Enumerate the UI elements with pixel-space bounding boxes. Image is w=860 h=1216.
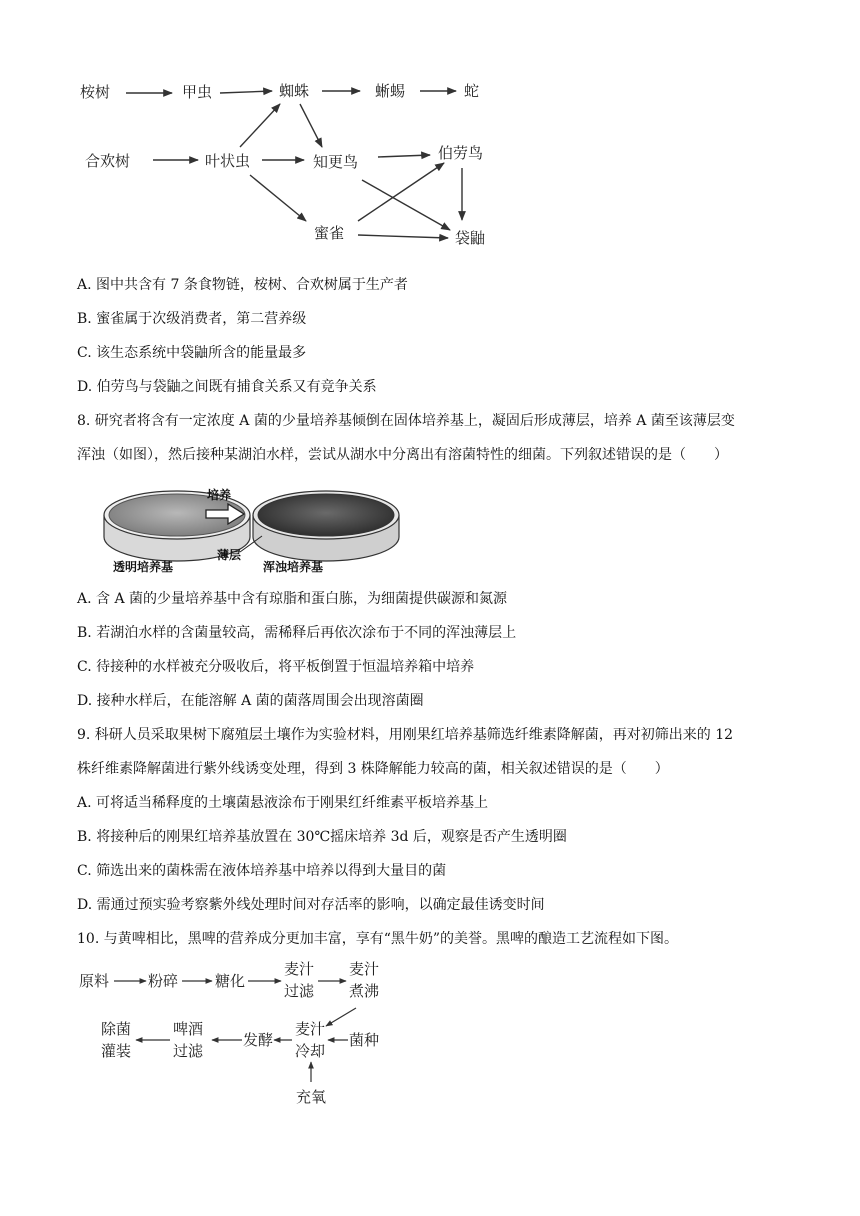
label-thin-layer: 薄层 — [217, 548, 242, 562]
q9-option-d: D. 需通过预实验考察紫外线处理时间对存活率的影响，以确定最佳诱变时间 — [77, 897, 545, 913]
q7-option-c: C. 该生态系统中袋鼬所含的能量最多 — [77, 345, 307, 361]
node-daiyou: 袋鼬 — [455, 229, 486, 247]
step-chujun-guanzhuang — [101, 1018, 131, 1062]
q8-option-a: A. 含 A 菌的少量培养基中含有琼脂和蛋白胨，为细菌提供碳源和氮源 — [77, 591, 508, 607]
q7-option-a: A. 图中共含有 7 条食物链，桉树、合欢树属于生产者 — [77, 277, 408, 293]
q9-stem-line2: 株纤维素降解菌进行紫外线诱变处理，得到 3 株降解能力较高的菌，相关叙述错误的是（ ） — [77, 761, 669, 777]
step-pijiu-guolv-line2: 过滤 — [173, 1042, 204, 1060]
node-xiyi: 蜥蜴 — [375, 82, 406, 100]
q8-stem-line2: 浑浊（如图），然后接种某湖泊水样，尝试从湖水中分离出有溶菌特性的细菌。下列叙述错误的是（ ） — [77, 447, 728, 463]
step-fajiao: 发酵 — [243, 1031, 274, 1049]
step-tanghua: 糖化 — [215, 972, 246, 990]
q8-option-d: D. 接种水样后，在能溶解 A 菌的菌落周围会出现溶菌圈 — [77, 693, 424, 709]
label-culture: 培养 — [207, 488, 232, 502]
step-chongyang: 充氧 — [296, 1088, 327, 1106]
step-maizhi-guolv-line1: 麦汁 — [284, 960, 315, 978]
q9-option-b: B. 将接种后的刚果红培养基放置在 30℃摇床培养 3d 后，观察是否产生透明圈 — [77, 829, 567, 845]
q8-option-b: B. 若湖泊水样的含菌量较高，需稀释后再依次涂布于不同的浑浊薄层上 — [77, 625, 517, 641]
step-maizhi-guolv-line2: 过滤 — [284, 982, 315, 1000]
node-anshu: 桉树 — [80, 83, 111, 101]
step-maizhi-zhufei — [349, 958, 379, 1002]
step-chujun-guanzhuang-line1: 除菌 — [101, 1020, 132, 1038]
q9-stem-line1: 9. 科研人员采取果树下腐殖层土壤作为实验材料，用刚果红培养基筛选纤维素降解菌，再对初筛出来的 12 — [77, 727, 734, 743]
node-zhizhu: 蜘蛛 — [279, 82, 310, 100]
step-pijiu-guolv — [173, 1018, 203, 1062]
step-maizhi-zhufei-line2: 煮沸 — [349, 982, 380, 1000]
step-maizhi-lengque — [295, 1018, 325, 1062]
q9-option-c: C. 筛选出来的菌株需在液体培养基中培养以得到大量目的菌 — [77, 863, 447, 879]
q8-option-c: C. 待接种的水样被充分吸收后，将平板倒置于恒温培养箱中培养 — [77, 659, 475, 675]
node-yezhuangchong: 叶状虫 — [205, 152, 251, 170]
step-yuanliao: 原料 — [79, 972, 110, 990]
q8-stem-line1: 8. 研究者将含有一定浓度 A 菌的少量培养基倾倒在固体培养基上，凝固后形成薄层，培养 A 菌至该薄层变 — [77, 413, 735, 429]
node-she: 蛇 — [464, 82, 480, 100]
step-maizhi-lengque-line1: 麦汁 — [295, 1020, 326, 1038]
node-miqiao: 蜜雀 — [314, 224, 345, 242]
step-pijiu-guolv-line1: 啤酒 — [173, 1020, 204, 1038]
arrow-zhufei-lengque — [326, 1008, 356, 1026]
step-junzhong: 菌种 — [349, 1031, 380, 1049]
step-maizhi-guolv — [284, 958, 314, 1002]
step-maizhi-lengque-line2: 冷却 — [295, 1042, 326, 1060]
q7-option-d: D. 伯劳鸟与袋鼬之间既有捕食关系又有竞争关系 — [77, 379, 377, 395]
q7-option-b: B. 蜜雀属于次级消费者，第二营养级 — [77, 311, 307, 327]
node-bolaoniao: 伯劳鸟 — [438, 144, 484, 162]
step-maizhi-zhufei-line1: 麦汁 — [349, 960, 380, 978]
q10-stem: 10. 与黄啤相比，黑啤的营养成分更加丰富，享有“黑牛奶”的美誉。黑啤的酿造工艺流程如下图。 — [77, 931, 679, 947]
label-turbid-medium: 浑浊培养基 — [263, 560, 324, 574]
step-fensui: 粉碎 — [148, 972, 179, 990]
node-hehuanshu: 合欢树 — [85, 152, 131, 170]
node-jiachong: 甲虫 — [182, 83, 213, 101]
q9-option-a: A. 可将适当稀释度的土壤菌悬液涂布于刚果红纤维素平板培养基上 — [77, 795, 489, 811]
node-zhigengniao: 知更鸟 — [313, 153, 359, 171]
step-chujun-guanzhuang-line2: 灌装 — [101, 1042, 132, 1060]
label-transparent-medium: 透明培养基 — [113, 560, 174, 574]
